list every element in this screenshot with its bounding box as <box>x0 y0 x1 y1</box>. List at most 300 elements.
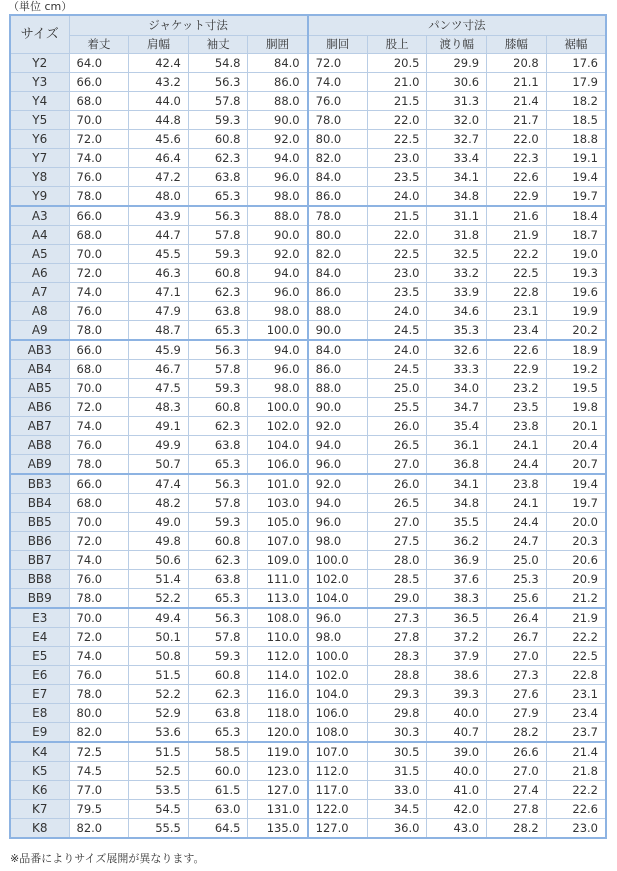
measurement-cell: 21.9 <box>487 226 547 245</box>
measurement-cell: 62.3 <box>188 551 248 570</box>
measurement-cell: 108.0 <box>308 723 368 743</box>
measurement-cell: 56.3 <box>188 73 248 92</box>
measurement-cell: 24.4 <box>487 455 547 475</box>
table-row <box>10 742 606 762</box>
size-label: E7 <box>10 685 69 704</box>
table-row <box>10 685 606 704</box>
size-label: K4 <box>10 742 69 762</box>
measurement-cell: 23.5 <box>487 398 547 417</box>
measurement-cell: 78.0 <box>69 685 129 704</box>
size-label: AB6 <box>10 398 69 417</box>
measurement-cell: 37.9 <box>427 647 487 666</box>
measurement-cell: 92.0 <box>308 474 368 494</box>
measurement-cell: 34.1 <box>427 474 487 494</box>
measurement-cell: 60.8 <box>188 532 248 551</box>
measurement-cell: 22.0 <box>367 226 427 245</box>
measurement-cell: 50.1 <box>129 628 189 647</box>
table-row <box>10 589 606 609</box>
size-label: AB4 <box>10 360 69 379</box>
measurement-cell: 47.4 <box>129 474 189 494</box>
measurement-cell: 72.5 <box>69 742 129 762</box>
measurement-cell: 96.0 <box>248 283 308 302</box>
measurement-cell: 56.3 <box>188 340 248 360</box>
measurement-cell: 19.7 <box>546 187 606 207</box>
measurement-cell: 29.8 <box>367 704 427 723</box>
measurement-cell: 22.9 <box>487 187 547 207</box>
measurement-cell: 33.0 <box>367 781 427 800</box>
measurement-cell: 33.2 <box>427 264 487 283</box>
measurement-cell: 49.8 <box>129 532 189 551</box>
measurement-cell: 60.8 <box>188 398 248 417</box>
measurement-cell: 31.3 <box>427 92 487 111</box>
measurement-cell: 26.4 <box>487 608 547 628</box>
measurement-cell: 34.1 <box>427 168 487 187</box>
size-label: BB4 <box>10 494 69 513</box>
size-label: K7 <box>10 800 69 819</box>
table-row <box>10 111 606 130</box>
table-row <box>10 474 606 494</box>
measurement-cell: 68.0 <box>69 360 129 379</box>
measurement-cell: 23.5 <box>367 283 427 302</box>
measurement-cell: 22.2 <box>546 781 606 800</box>
measurement-cell: 118.0 <box>248 704 308 723</box>
size-label: A5 <box>10 245 69 264</box>
measurement-cell: 76.0 <box>69 666 129 685</box>
measurement-cell: 38.6 <box>427 666 487 685</box>
measurement-cell: 47.5 <box>129 379 189 398</box>
jacket-group-header: ジャケット寸法 <box>69 15 308 36</box>
measurement-cell: 40.0 <box>427 704 487 723</box>
measurement-cell: 76.0 <box>69 436 129 455</box>
measurement-cell: 24.1 <box>487 436 547 455</box>
size-label: BB3 <box>10 474 69 494</box>
size-label: A8 <box>10 302 69 321</box>
measurement-cell: 33.9 <box>427 283 487 302</box>
size-label: Y4 <box>10 92 69 111</box>
measurement-cell: 23.2 <box>487 379 547 398</box>
measurement-cell: 59.3 <box>188 111 248 130</box>
measurement-cell: 60.8 <box>188 666 248 685</box>
measurement-cell: 57.8 <box>188 494 248 513</box>
measurement-cell: 32.7 <box>427 130 487 149</box>
size-label: Y8 <box>10 168 69 187</box>
measurement-cell: 27.8 <box>487 800 547 819</box>
measurement-cell: 79.5 <box>69 800 129 819</box>
measurement-cell: 20.1 <box>546 417 606 436</box>
measurement-cell: 36.2 <box>427 532 487 551</box>
measurement-cell: 120.0 <box>248 723 308 743</box>
measurement-cell: 90.0 <box>248 111 308 130</box>
measurement-cell: 108.0 <box>248 608 308 628</box>
table-row <box>10 647 606 666</box>
measurement-cell: 80.0 <box>308 226 368 245</box>
measurement-cell: 19.2 <box>546 360 606 379</box>
size-label: Y2 <box>10 54 69 73</box>
measurement-cell: 27.6 <box>487 685 547 704</box>
measurement-cell: 84.0 <box>308 264 368 283</box>
measurement-cell: 107.0 <box>248 532 308 551</box>
measurement-cell: 102.0 <box>308 570 368 589</box>
measurement-cell: 42.0 <box>427 800 487 819</box>
measurement-cell: 70.0 <box>69 513 129 532</box>
measurement-cell: 28.3 <box>367 647 427 666</box>
measurement-cell: 60.0 <box>188 762 248 781</box>
measurement-cell: 104.0 <box>308 685 368 704</box>
measurement-cell: 119.0 <box>248 742 308 762</box>
measurement-cell: 88.0 <box>248 206 308 226</box>
measurement-cell: 20.2 <box>546 321 606 341</box>
measurement-cell: 18.7 <box>546 226 606 245</box>
measurement-cell: 24.5 <box>367 360 427 379</box>
unit-note: （単位 cm） <box>8 0 73 13</box>
measurement-cell: 28.5 <box>367 570 427 589</box>
measurement-cell: 65.3 <box>188 455 248 475</box>
measurement-cell: 26.5 <box>367 494 427 513</box>
measurement-cell: 19.5 <box>546 379 606 398</box>
measurement-cell: 104.0 <box>248 436 308 455</box>
measurement-cell: 112.0 <box>248 647 308 666</box>
measurement-cell: 63.0 <box>188 800 248 819</box>
measurement-cell: 66.0 <box>69 73 129 92</box>
measurement-cell: 23.8 <box>487 417 547 436</box>
measurement-cell: 20.3 <box>546 532 606 551</box>
measurement-cell: 36.0 <box>367 819 427 839</box>
measurement-cell: 30.6 <box>427 73 487 92</box>
measurement-cell: 18.9 <box>546 340 606 360</box>
measurement-cell: 43.9 <box>129 206 189 226</box>
measurement-cell: 96.0 <box>308 608 368 628</box>
measurement-cell: 56.3 <box>188 474 248 494</box>
measurement-cell: 23.8 <box>487 474 547 494</box>
measurement-cell: 90.0 <box>308 321 368 341</box>
measurement-cell: 19.9 <box>546 302 606 321</box>
measurement-cell: 53.5 <box>129 781 189 800</box>
measurement-cell: 57.8 <box>188 226 248 245</box>
measurement-cell: 74.0 <box>69 551 129 570</box>
measurement-cell: 122.0 <box>308 800 368 819</box>
column-header: 裾幅 <box>546 36 606 54</box>
column-header: 袖丈 <box>188 36 248 54</box>
measurement-cell: 98.0 <box>308 532 368 551</box>
table-row <box>10 570 606 589</box>
measurement-cell: 52.9 <box>129 704 189 723</box>
measurement-cell: 49.9 <box>129 436 189 455</box>
measurement-cell: 113.0 <box>248 589 308 609</box>
measurement-cell: 86.0 <box>308 283 368 302</box>
measurement-cell: 23.1 <box>487 302 547 321</box>
measurement-cell: 22.8 <box>546 666 606 685</box>
measurement-cell: 59.3 <box>188 513 248 532</box>
measurement-cell: 88.0 <box>308 379 368 398</box>
measurement-cell: 102.0 <box>248 417 308 436</box>
measurement-cell: 39.0 <box>427 742 487 762</box>
size-label: Y9 <box>10 187 69 207</box>
measurement-cell: 18.2 <box>546 92 606 111</box>
measurement-cell: 84.0 <box>248 54 308 73</box>
table-row <box>10 379 606 398</box>
size-label: Y5 <box>10 111 69 130</box>
measurement-cell: 74.0 <box>69 647 129 666</box>
measurement-cell: 27.3 <box>367 608 427 628</box>
measurement-cell: 28.2 <box>487 819 547 839</box>
measurement-cell: 26.6 <box>487 742 547 762</box>
measurement-cell: 19.7 <box>546 494 606 513</box>
table-row <box>10 168 606 187</box>
measurement-cell: 26.5 <box>367 436 427 455</box>
measurement-cell: 36.8 <box>427 455 487 475</box>
measurement-cell: 22.6 <box>546 800 606 819</box>
measurement-cell: 33.4 <box>427 149 487 168</box>
measurement-cell: 96.0 <box>248 168 308 187</box>
table-row <box>10 436 606 455</box>
size-label: K5 <box>10 762 69 781</box>
table-row <box>10 551 606 570</box>
measurement-cell: 109.0 <box>248 551 308 570</box>
measurement-cell: 21.6 <box>487 206 547 226</box>
column-header: 胴回 <box>308 36 368 54</box>
measurement-cell: 36.1 <box>427 436 487 455</box>
measurement-cell: 59.3 <box>188 245 248 264</box>
measurement-cell: 34.0 <box>427 379 487 398</box>
measurement-cell: 44.7 <box>129 226 189 245</box>
measurement-cell: 24.5 <box>367 321 427 341</box>
size-table-body <box>10 54 606 839</box>
table-row <box>10 130 606 149</box>
measurement-cell: 35.4 <box>427 417 487 436</box>
measurement-cell: 36.9 <box>427 551 487 570</box>
measurement-cell: 62.3 <box>188 417 248 436</box>
measurement-cell: 50.8 <box>129 647 189 666</box>
measurement-cell: 34.8 <box>427 187 487 207</box>
measurement-cell: 74.0 <box>69 149 129 168</box>
table-row <box>10 704 606 723</box>
measurement-cell: 24.0 <box>367 302 427 321</box>
measurement-cell: 17.6 <box>546 54 606 73</box>
table-row <box>10 321 606 341</box>
measurement-cell: 56.3 <box>188 608 248 628</box>
size-label: BB5 <box>10 513 69 532</box>
measurement-cell: 18.4 <box>546 206 606 226</box>
measurement-cell: 94.0 <box>308 494 368 513</box>
measurement-cell: 53.6 <box>129 723 189 743</box>
measurement-cell: 90.0 <box>308 398 368 417</box>
table-row <box>10 532 606 551</box>
measurement-cell: 80.0 <box>69 704 129 723</box>
measurement-cell: 48.7 <box>129 321 189 341</box>
measurement-cell: 51.4 <box>129 570 189 589</box>
measurement-cell: 94.0 <box>248 340 308 360</box>
measurement-cell: 60.8 <box>188 264 248 283</box>
measurement-cell: 20.0 <box>546 513 606 532</box>
table-row <box>10 54 606 73</box>
size-label: A9 <box>10 321 69 341</box>
measurement-cell: 55.5 <box>129 819 189 839</box>
measurement-cell: 74.0 <box>308 73 368 92</box>
size-chart-table <box>9 14 607 839</box>
measurement-cell: 56.3 <box>188 206 248 226</box>
measurement-cell: 37.6 <box>427 570 487 589</box>
measurement-cell: 63.8 <box>188 302 248 321</box>
measurement-cell: 40.7 <box>427 723 487 743</box>
measurement-cell: 103.0 <box>248 494 308 513</box>
measurement-cell: 92.0 <box>248 130 308 149</box>
measurement-cell: 37.2 <box>427 628 487 647</box>
table-row <box>10 92 606 111</box>
measurement-cell: 72.0 <box>69 532 129 551</box>
measurement-cell: 22.5 <box>367 130 427 149</box>
measurement-cell: 101.0 <box>248 474 308 494</box>
measurement-cell: 74.0 <box>69 417 129 436</box>
size-label: AB8 <box>10 436 69 455</box>
measurement-cell: 49.1 <box>129 417 189 436</box>
table-row <box>10 340 606 360</box>
measurement-cell: 76.0 <box>69 168 129 187</box>
measurement-cell: 23.4 <box>487 321 547 341</box>
size-label: BB9 <box>10 589 69 609</box>
column-header: 着丈 <box>69 36 129 54</box>
measurement-cell: 98.0 <box>248 302 308 321</box>
measurement-cell: 28.2 <box>487 723 547 743</box>
measurement-cell: 57.8 <box>188 92 248 111</box>
measurement-cell: 50.6 <box>129 551 189 570</box>
measurement-cell: 31.1 <box>427 206 487 226</box>
measurement-cell: 52.2 <box>129 589 189 609</box>
measurement-cell: 68.0 <box>69 92 129 111</box>
measurement-cell: 27.8 <box>367 628 427 647</box>
measurement-cell: 20.8 <box>487 54 547 73</box>
pants-group-header: パンツ寸法 <box>308 15 606 36</box>
table-row <box>10 819 606 839</box>
measurement-cell: 72.0 <box>69 628 129 647</box>
size-label: BB8 <box>10 570 69 589</box>
measurement-cell: 82.0 <box>69 723 129 743</box>
measurement-cell: 46.4 <box>129 149 189 168</box>
measurement-cell: 32.5 <box>427 245 487 264</box>
table-row <box>10 398 606 417</box>
measurement-cell: 21.1 <box>487 73 547 92</box>
measurement-cell: 23.0 <box>367 264 427 283</box>
measurement-cell: 110.0 <box>248 628 308 647</box>
measurement-cell: 60.8 <box>188 130 248 149</box>
measurement-cell: 19.8 <box>546 398 606 417</box>
measurement-cell: 58.5 <box>188 742 248 762</box>
measurement-cell: 94.0 <box>248 149 308 168</box>
measurement-cell: 22.5 <box>487 264 547 283</box>
size-column-header: サイズ <box>10 15 69 54</box>
table-row <box>10 245 606 264</box>
measurement-cell: 19.3 <box>546 264 606 283</box>
measurement-cell: 107.0 <box>308 742 368 762</box>
measurement-cell: 30.5 <box>367 742 427 762</box>
measurement-cell: 50.7 <box>129 455 189 475</box>
measurement-cell: 63.8 <box>188 436 248 455</box>
table-row <box>10 781 606 800</box>
measurement-cell: 52.5 <box>129 762 189 781</box>
measurement-cell: 29.9 <box>427 54 487 73</box>
measurement-cell: 78.0 <box>69 589 129 609</box>
measurement-cell: 62.3 <box>188 283 248 302</box>
size-label: E9 <box>10 723 69 743</box>
measurement-cell: 48.0 <box>129 187 189 207</box>
measurement-cell: 34.7 <box>427 398 487 417</box>
measurement-cell: 100.0 <box>308 551 368 570</box>
measurement-cell: 21.4 <box>487 92 547 111</box>
measurement-cell: 54.8 <box>188 54 248 73</box>
measurement-cell: 98.0 <box>248 187 308 207</box>
measurement-cell: 100.0 <box>248 398 308 417</box>
measurement-cell: 28.0 <box>367 551 427 570</box>
measurement-cell: 86.0 <box>308 187 368 207</box>
table-row <box>10 800 606 819</box>
measurement-cell: 22.2 <box>546 628 606 647</box>
measurement-cell: 28.8 <box>367 666 427 685</box>
measurement-cell: 76.0 <box>69 570 129 589</box>
measurement-cell: 39.3 <box>427 685 487 704</box>
measurement-cell: 78.0 <box>308 206 368 226</box>
size-label: AB3 <box>10 340 69 360</box>
measurement-cell: 65.3 <box>188 321 248 341</box>
measurement-cell: 65.3 <box>188 723 248 743</box>
measurement-cell: 23.5 <box>367 168 427 187</box>
measurement-cell: 63.8 <box>188 704 248 723</box>
measurement-cell: 74.0 <box>69 283 129 302</box>
measurement-cell: 63.8 <box>188 570 248 589</box>
measurement-cell: 29.0 <box>367 589 427 609</box>
measurement-cell: 23.0 <box>367 149 427 168</box>
table-row <box>10 283 606 302</box>
table-row <box>10 187 606 207</box>
measurement-cell: 49.0 <box>129 513 189 532</box>
table-row <box>10 360 606 379</box>
measurement-cell: 52.2 <box>129 685 189 704</box>
table-row <box>10 666 606 685</box>
measurement-cell: 25.5 <box>367 398 427 417</box>
column-header: 胴囲 <box>248 36 308 54</box>
measurement-cell: 98.0 <box>248 379 308 398</box>
measurement-cell: 22.2 <box>487 245 547 264</box>
measurement-cell: 54.5 <box>129 800 189 819</box>
measurement-cell: 112.0 <box>308 762 368 781</box>
size-label: Y6 <box>10 130 69 149</box>
measurement-cell: 82.0 <box>308 149 368 168</box>
measurement-cell: 21.5 <box>367 92 427 111</box>
measurement-cell: 46.3 <box>129 264 189 283</box>
measurement-cell: 111.0 <box>248 570 308 589</box>
measurement-cell: 27.4 <box>487 781 547 800</box>
measurement-cell: 114.0 <box>248 666 308 685</box>
measurement-cell: 96.0 <box>308 513 368 532</box>
measurement-cell: 34.8 <box>427 494 487 513</box>
measurement-cell: 57.8 <box>188 628 248 647</box>
measurement-cell: 20.9 <box>546 570 606 589</box>
table-row <box>10 149 606 168</box>
measurement-cell: 106.0 <box>248 455 308 475</box>
measurement-cell: 84.0 <box>308 340 368 360</box>
measurement-cell: 17.9 <box>546 73 606 92</box>
measurement-cell: 70.0 <box>69 608 129 628</box>
size-label: E8 <box>10 704 69 723</box>
table-row <box>10 723 606 743</box>
measurement-cell: 127.0 <box>308 819 368 839</box>
measurement-cell: 40.0 <box>427 762 487 781</box>
measurement-cell: 21.0 <box>367 73 427 92</box>
measurement-cell: 68.0 <box>69 226 129 245</box>
measurement-cell: 44.8 <box>129 111 189 130</box>
measurement-cell: 33.3 <box>427 360 487 379</box>
measurement-cell: 23.7 <box>546 723 606 743</box>
measurement-cell: 22.5 <box>546 647 606 666</box>
table-row <box>10 762 606 781</box>
